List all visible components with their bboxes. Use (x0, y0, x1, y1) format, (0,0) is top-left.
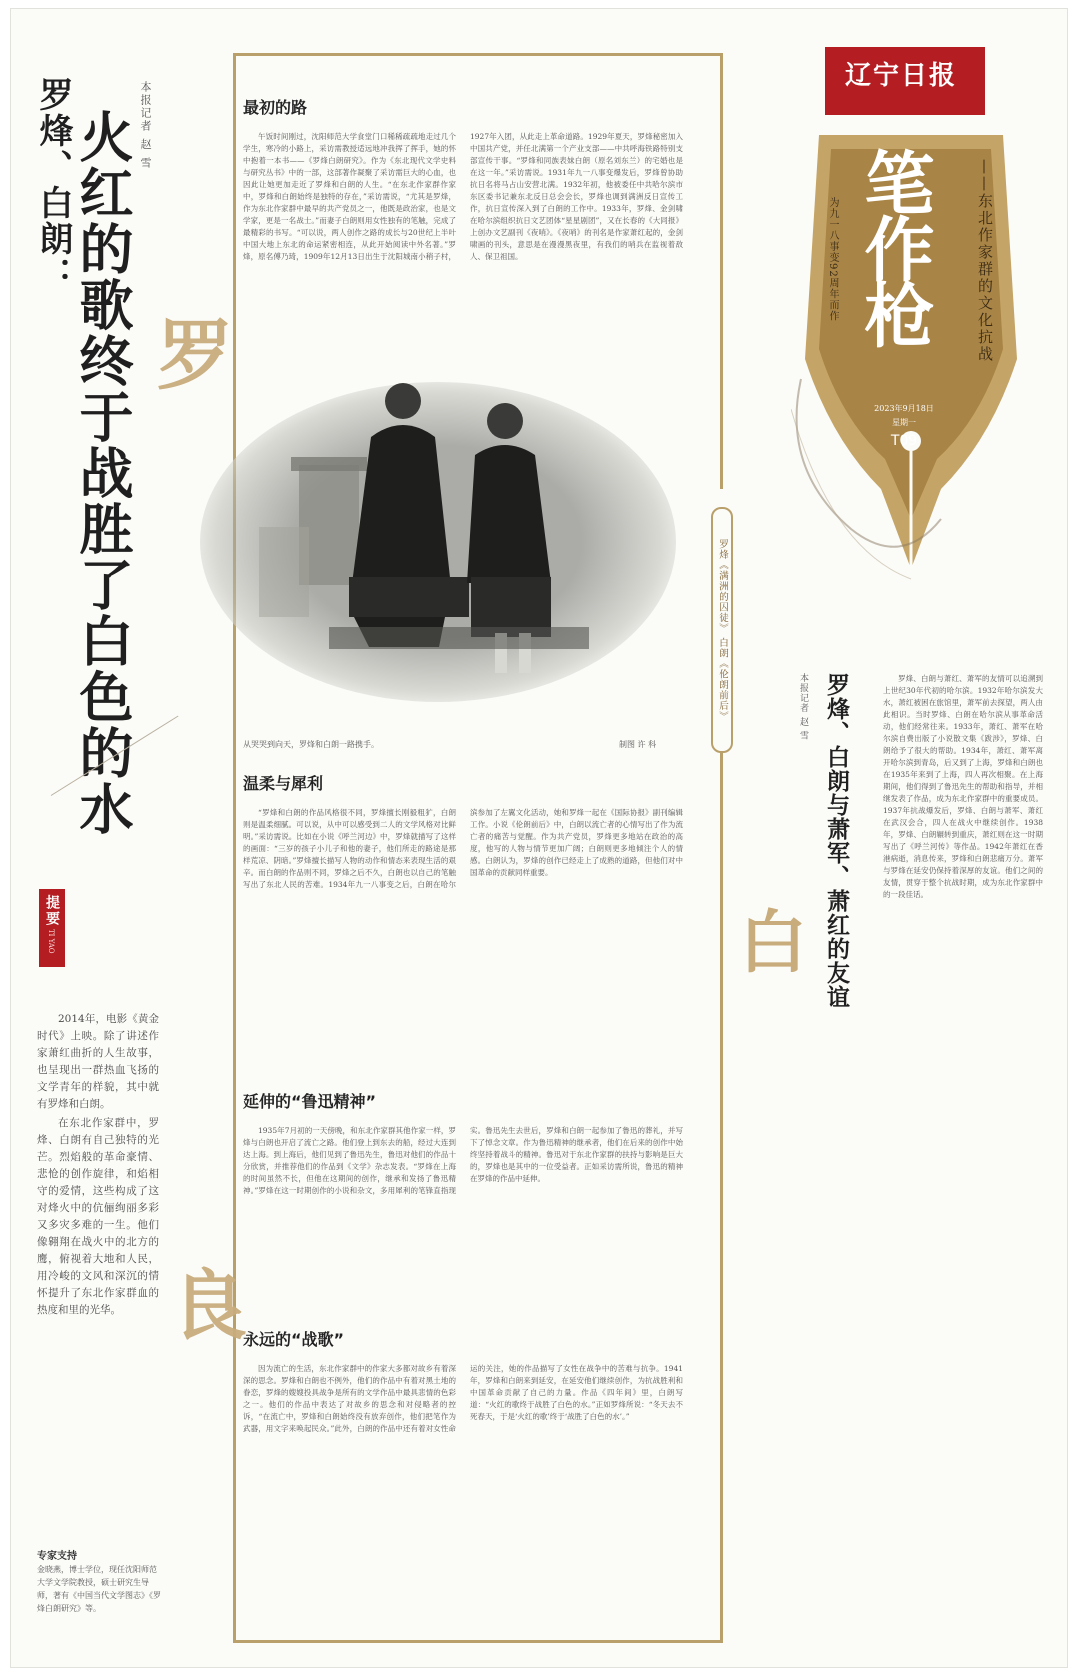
side-article-title: 罗烽、白朗与萧军、萧红的友谊 (823, 673, 850, 1009)
main-headline-prefix: 罗烽、白朗： (33, 77, 73, 293)
photo-caption: 从哭哭到向天，罗烽和白朗一路携手。 (243, 740, 379, 749)
side-article-paragraph: 罗烽、白朗与萧红、萧军的友情可以追溯到上世纪30年代初的哈尔滨。1932年哈尔滨发大水，萧红被困在旅馆里，萧军前去探望，两人由此相识。当时罗烽、白朗在哈尔滨从事革命活动，他们经常往来。1933年，萧红、萧军在哈尔滨自费出版了小说散文集《跋涉》，罗烽、白朗给予了很大的帮助。1934年，萧红、萧军离开哈尔滨到青岛，后又到了上海，罗烽和白朗也在1935年来到了上海，四人再次相聚。在上海期间，他们得到了鲁迅先生的帮助和指导，并相继发表了作品，成为东北作家群中的重要成员。1937年抗战爆发后，罗烽、白朗与萧军、萧红在武汉会合，四人在战火中继续创作。1938年，罗烽、白朗辗转到重庆，萧红则在这一时期写出了《呼兰河传》等作品。1942年萧红在香港病逝，消息传来，罗烽和白朗悲痛万分。萧军与罗烽在延安仍保持着深厚的友谊。他们之间的友情，贯穿于整个抗战时期，成为东北作家群中的一段佳话。 (883, 674, 1043, 899)
summary-paragraph: 在东北作家群中，罗烽、白朗有自己独特的光芒。烈焰般的革命豪情、悲怆的创作旋律，和焰相守的爱情，这些构成了这对烽火中的伉俪绚丽多彩又多灾多难的一生。他们像翱翔在战火中的北方的鹰，俯视着大地和人民，用冷峻的文风和深沉的情怀提升了东北作家群血的热度和里的光华。 (37, 1117, 159, 1316)
couple-photo (199, 377, 677, 707)
expert-title: 专家支持 (37, 1551, 77, 1562)
left-byline: 本报记者 赵 雪 (139, 81, 152, 170)
deco-character-bai: 白 (739, 903, 808, 983)
section-heading: 永远的“战歌” (243, 1330, 345, 1349)
section-heading: 最初的路 (243, 98, 308, 117)
section-paragraph: 因为流亡的生活，东北作家群中的作家大多都对故乡有着深深的思念。罗烽和白朗也不例外，他们的作品中有着对黑土地的眷恋，罗烽的嫂嫂投具战争是所有的文学作品中最具悲情的色彩之一。他们的作品中表达了对故乡的思念和对侵略者的控诉，“在流亡中，罗烽和白朗始终没有放弃创作，他们把笔作为武器，用文字来唤起民众。”此外，白朗的作品中还有着对女性命运的关注，她的作品描写了女性在战争中的苦难与抗争。1941年，罗烽和白朗来到延安，在延安他们继续创作，为抗战胜利和中国革命贡献了自己的力量。作品《四年间》里，白朗写道：“火红的歌终于战胜了白色的水。”正如罗烽所说：“冬天去不死春天，于是‘火红的歌’终于‘战胜了白色的水’。” (243, 1364, 683, 1433)
section-body (243, 131, 683, 361)
section-heading: 延伸的“鲁迅精神” (243, 1092, 377, 1111)
paper-name: 辽宁日报 (845, 61, 958, 91)
section-paragraph: “罗烽和白朗的作品风格很不同，罗烽擅长刚毅粗犷，白朗则是温柔细腻。可以说，从中可以感受到二人的文学风格对比鲜明。”采访需说。比如在小说《呼兰河边》中，罗烽就描写了这样的画面：“三岁的孩子小儿子和他的妻子，他们所走的路途是那样荒凉、阴暗。”罗烽擅长描写人物的动作和情态来表现生活的艰辛。而白朗的作品则不同，罗烽之后不久，白朗也以自己的笔触写出了东北人民的苦难。1934年九一八事变之后，白朗在哈尔滨参加了左翼文化活动，她和罗烽一起在《国际协报》副刊编辑工作。小说《伦朗前后》中，白朗以流亡者的心情写出了作为流亡者的痛苦与觉醒。作为共产党员，罗烽更多地站在政治的高度，他写的人物与情节更加广阔；白朗则更多地倾注个人的情感。白朗认为，罗烽的创作已经走上了成熟的道路，但他们对中国革命的贡献同样重要。 (243, 808, 683, 889)
section-body (243, 1125, 683, 1275)
section-body (243, 1363, 683, 1623)
issue-date: 2023年9月18日 (874, 404, 934, 413)
tiyao-en-label: TI YAO (47, 929, 55, 954)
book-side-label: 罗烽《满洲的囚徒》 白朗《伦朗前后》 (711, 507, 733, 753)
tiyao-badge (39, 889, 65, 967)
summary-text (37, 1011, 159, 1321)
section-paragraph: 午饭时间刚过，沈阳师范大学食堂门口稀稀疏疏地走过几个学生，寒冷的小路上，采访需教授适远地冲我挥了挥手，她的怀中抱着一本书——《罗烽白朗研究》。作为《东北现代文学史料与研究丛书》中的一部，这部著作凝聚了采访需巨大的心血，也因此让她更加走近了罗烽和白朗的人生。“在东北作家群作家中，罗烽和白朗始终是独特的存在，”采访需说，“尤其是罗烽，作为东北作家群中最早的共产党员之一，他既是政治家，也是文学家，更是一名战士。”而妻子白朗则用女性独有的笔触，完成了最精彩的书写。“可以说，两人创作之路的成长与20世纪上半叶中国大地上东北的命运紧密相连，从此开始阅读中外名著。”罗烽，原名傅乃琦，1909年12月13日出生于沈阳城南小稍子村，1927年入团，从此走上革命道路。1929年夏天，罗烽秘密加入中国共产党，并任北满第一个产业支部——中共呼海铁路特别支部宣传干事。“罗烽和同族表妹白朗（原名刘东兰）的宅婚也是在这一年。”采访需说。1931年九一八事变爆发后，罗烽曾协助抗日名将马占山安营北满。1932年初，他被委任中共哈尔滨市东区委书记兼东北反日总会会长，罗烽也调到满洲反日宣传工作，抗日宣传深入到了白朗的工作中。1933年，罗烽、金剑啸在哈尔滨组织抗日文艺团体“星星剧团”，又在长春的《大同报》上创办文艺副刊《夜哨》。《夜哨》的刊名是作家萧红起的，金剑啸画的刊头，意思是在漫漫黑夜里，有我们的哨兵在监视着敌人、保卫祖国。 (243, 132, 683, 261)
newspaper-page (10, 8, 1068, 1668)
column-note: 为九一八事变92周年而作 (827, 197, 838, 322)
main-headline: 火红的歌终于战胜了白色的水 (71, 109, 135, 837)
side-article-byline: 本报记者 赵 雪 (798, 673, 808, 741)
tiyao-label: 提要 (44, 895, 60, 927)
section-paragraph: 1935年7月初的一天傍晚，和东北作家群其他作家一样，罗烽与白朗也开启了流亡之路。他们登上到东去的船，经过大连到达上海。到上海后，他们见到了鲁迅先生，鲁迅对他们的作品十分欣赏，并推荐他们的作品到《文学》杂志发表。“罗烽在上海的时间虽然不长，但他在这期间的创作，继承和发扬了鲁迅精神。”罗烽在这一时期创作的小说和杂文，多用犀利的笔锋直指现实。鲁迅先生去世后，罗烽和白朗一起参加了鲁迅的葬礼，并写下了悼念文章。作为鲁迅精神的继承者，他们在后来的创作中始终坚持着战斗的精神。鲁迅对于东北作家群的扶持与影响是巨大的，罗烽也是其中的一位受益者。正如采访需所说，鲁迅的精神在罗烽的作品中延伸。 (243, 1126, 683, 1195)
expert-text: 金晓燕，博士学位，现任沈阳师范大学文学院教授，硕士研究生导师，著有《中国当代文学图志》《罗烽白朗研究》等。 (37, 1565, 161, 1613)
summary-paragraph: 2014年，电影《黄金时代》上映。除了讲述作家萧红曲折的人生故事，也呈现出一群热血飞扬的文学青年的样貌，其中就有罗烽和白朗。 (37, 1013, 159, 1110)
issue-weekday: 星期一 (892, 418, 916, 427)
deco-character-luo: 罗 (157, 311, 233, 400)
side-article-body (883, 673, 1043, 1633)
deco-character-liang: 良 (171, 1261, 247, 1350)
photo-credit: 制图 许 科 (619, 740, 657, 749)
column-subtitle: ——东北作家群的文化抗战 (976, 159, 994, 363)
page-number: T09 (890, 433, 918, 449)
section-heading: 温柔与犀利 (243, 774, 324, 793)
column-name: 笔作枪 (853, 147, 935, 345)
section-body (243, 807, 683, 1047)
